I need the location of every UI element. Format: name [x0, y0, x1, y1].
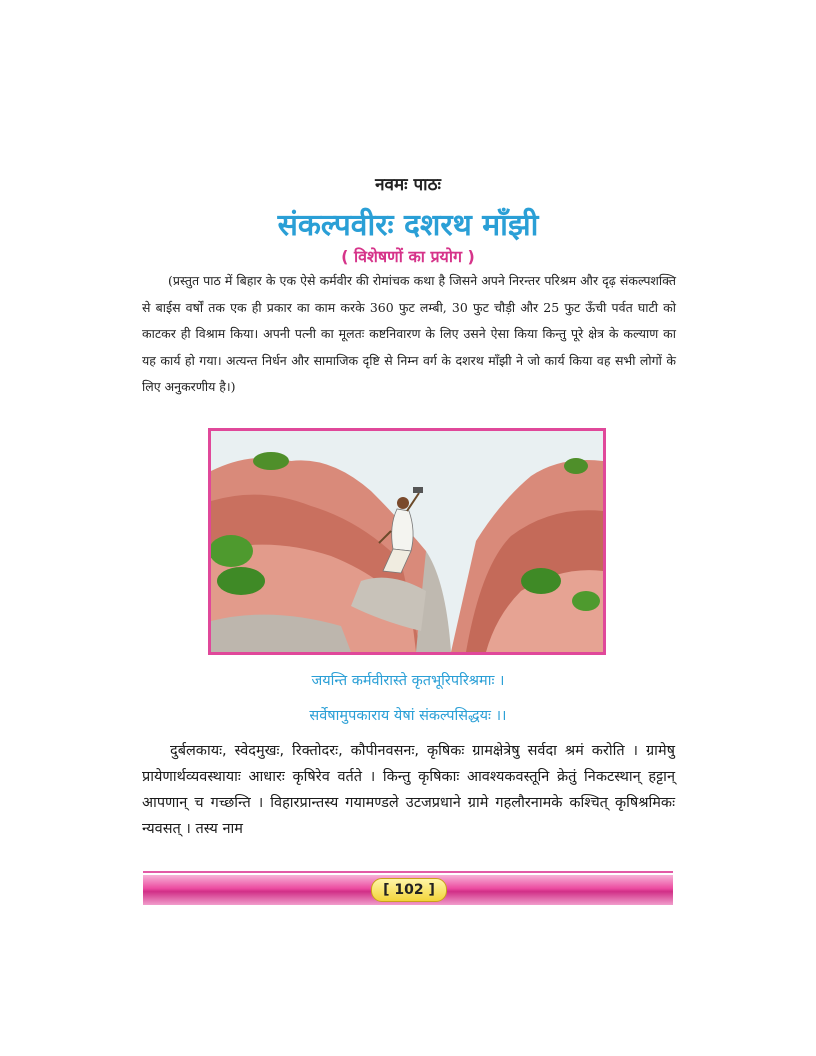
- body-paragraph: [142, 738, 675, 842]
- lesson-title: संकल्पवीरः दशरथ माँझी: [277, 208, 539, 243]
- verse-line-2: सर्वेषामुपकाराय येषां संकल्पसिद्धयः ।।: [309, 708, 507, 724]
- page-number: [ 102 ]: [371, 878, 447, 902]
- illustration-man-cutting-mountain: [208, 428, 606, 655]
- lesson-number: नवमः पाठः: [375, 175, 441, 195]
- intro-text: (प्रस्तुत पाठ में बिहार के एक ऐसे कर्मवीर की रोमांचक कथा है जिसने अपने निरन्तर परिश्रम और दृढ़ संकल्पशक्ति से बाईस वर्षों तक एक ही प्रकार का काम करके 360 फुट लम्बी, 30 फुट चौड़ी और 25 फुट ऊँची पर्वत घाटी को काटकर ही विश्राम किया। अपनी पत्नी का मूलतः कष्टनिवारण के लिए उसने ऐसा किया किन्तु पूरे क्षेत्र के कल्याण का यह कार्य हो गया। अत्यन्त निर्धन और सामाजिक दृष्टि से निम्न वर्ग के दशरथ माँझी ने जो कार्य किया वह सभी लोगों के लिए अनुकरणीय है।): [142, 273, 676, 394]
- verse-line-1: जयन्ति कर्मवीरास्ते कृतभूरिपरिश्रमाः ।: [311, 673, 505, 689]
- body-text: दुर्बलकायः, स्वेदमुखः, रिक्तोदरः, कौपीनवसनः, कृषिकः ग्रामक्षेत्रेषु सर्वदा श्रमं करोति । ग्रामेषु प्रायेणार्थव्यवस्थायाः आधारः कृषिरेव वर्तते । किन्तु कृषिकाः आवश्यकवस्तूनि क्रेतुं निकटस्थान् हट्टान् आपणान् च गच्छन्ति । विहारप्रान्तस्य गयामण्डले उटजप्रधाने ग्रामे गहलौरनामके कश्चित् कृषिश्रमिकः न्यवसत् । तस्य नाम: [142, 743, 675, 837]
- intro-paragraph: [142, 268, 676, 401]
- mountain-scene-image: [211, 431, 603, 652]
- lesson-subtitle: ( विशेषणों का प्रयोग ): [341, 247, 475, 266]
- footer-top-line: [143, 871, 673, 873]
